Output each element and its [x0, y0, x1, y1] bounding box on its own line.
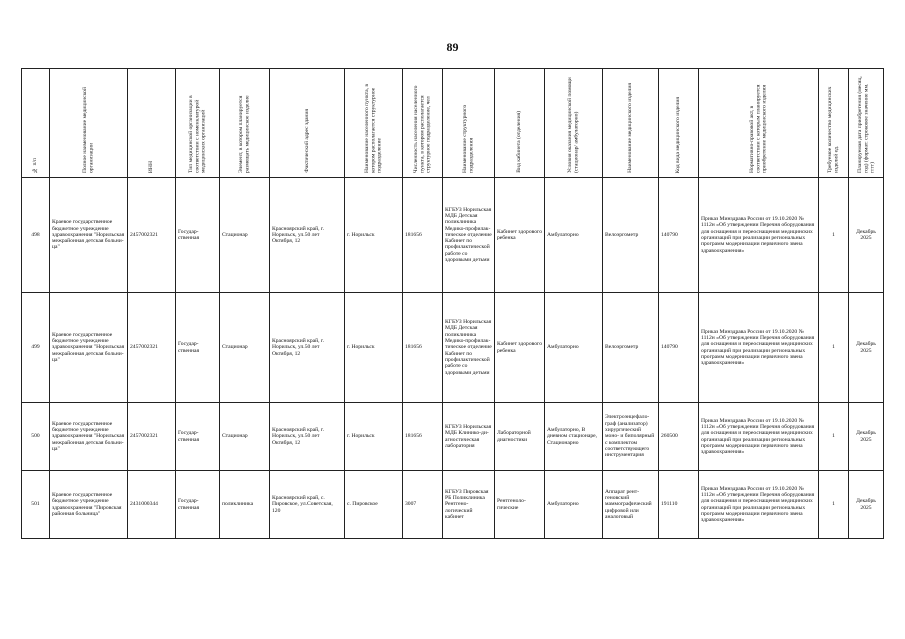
- address: Красноярский край, г. Норильск, ул.50 лет Октября, 12: [270, 403, 345, 471]
- row-number: 500: [22, 403, 50, 471]
- care-conditions: Амбулаторно: [545, 178, 603, 293]
- purchase-date: Декабрь 2025: [849, 471, 884, 539]
- care-conditions: Амбулаторно, В дневном стационаре, Стационарно: [545, 403, 603, 471]
- header-cell: № п/п: [22, 69, 50, 178]
- header-cell: Численность населения населенного пункта, в котором располагается структурное подразделение, чел: [403, 69, 443, 178]
- device-name: Велоэргометр: [603, 293, 659, 403]
- org-name: Краевое государственное бюджетное учреждение здравоохранения "Пировская районная больница": [50, 471, 128, 539]
- header-cell: Наименование структурного подразделения: [443, 69, 495, 178]
- org-type: Государственная: [176, 471, 220, 539]
- device-name: Электроэнцефалограф (анализатор) хирургический моно- и биполярный с комплектом соответствующего инструментария: [603, 403, 659, 471]
- header-cell: Нормативно-правовой акт, в соответствии с которым планируется приобретение медицинского изделия: [699, 69, 819, 178]
- element: Стационар: [220, 403, 270, 471]
- legal-act: Приказ Минздрава России от 19.10.2020 № 1112н «Об утверждении Перечня оборудования для оснащения и переоснащения медицинских организаций при реализации региональных программ модернизации первичного звена здравоохранения»: [699, 293, 819, 403]
- org-name: Краевое государственное бюджетное учреждение здравоохранения "Норильская межрайонная детская больница": [50, 178, 128, 293]
- row-number: 501: [22, 471, 50, 539]
- population: 181656: [403, 293, 443, 403]
- quantity: 1: [819, 403, 849, 471]
- table-row: [22, 471, 884, 539]
- element: Стационар: [220, 293, 270, 403]
- city: г. Норильск: [345, 403, 403, 471]
- address: Красноярский край, г. Норильск, ул.50 лет Октября, 12: [270, 178, 345, 293]
- header-cell: Условия оказания медицинской помощи (стационар/ амбулаторно): [545, 69, 603, 178]
- population: 181656: [403, 178, 443, 293]
- legal-act: Приказ Минздрава России от 19.10.2020 № 1112н «Об утверждении Перечня оборудования для оснащения и переоснащения медицинских организаций при реализации региональных программ модернизации первичного звена здравоохранения»: [699, 178, 819, 293]
- header-cell: Наименование медицинского изделия: [603, 69, 659, 178]
- address: Красноярский край, с. Пировское, ул.Советская, 120: [270, 471, 345, 539]
- care-conditions: Амбулаторно: [545, 293, 603, 403]
- header-cell: Код вида медицинского изделия: [659, 69, 699, 178]
- device-code: 191110: [659, 471, 699, 539]
- header-cell: Вид кабинета (отделения): [495, 69, 545, 178]
- equipment-table: [21, 68, 884, 539]
- inn: 2457002321: [128, 178, 176, 293]
- legal-act: Приказ Минздрава России от 19.10.2020 № 1112н «Об утверждении Перечня оборудования для оснащения и переоснащения медицинских организаций при реализации региональных программ модернизации первичного звена здравоохранения»: [699, 403, 819, 471]
- page-number: 89: [446, 40, 459, 54]
- city: с. Пировское: [345, 471, 403, 539]
- row-number: 499: [22, 293, 50, 403]
- header-cell: Фактический адрес здания: [270, 69, 345, 178]
- inn: 2457002321: [128, 293, 176, 403]
- quantity: 1: [819, 471, 849, 539]
- inn: 2431000344: [128, 471, 176, 539]
- care-conditions: Амбулаторно: [545, 471, 603, 539]
- structural-unit: КГБУЗ Норильская МДБ Детская поликлиника Медико-профилактическое отделение Кабинет по профилактической работе со здоровыми детьми: [443, 178, 495, 293]
- table-row: [22, 178, 884, 293]
- address: Красноярский край, г. Норильск, ул.50 лет Октября, 12: [270, 293, 345, 403]
- legal-act: Приказ Минздрава России от 19.10.2020 № 1112н «Об утверждении Перечня оборудования для оснащения и переоснащения медицинских организаций при реализации региональных программ модернизации первичного звена здравоохранения»: [699, 471, 819, 539]
- header-row: [22, 69, 884, 178]
- header-cell: Тип медицинской организации в соответствии с номенклатурой медицинских организаций: [176, 69, 220, 178]
- org-type: Государственная: [176, 403, 220, 471]
- purchase-date: Декабрь 2025: [849, 403, 884, 471]
- structural-unit: КГБУЗ Норильская МДБ Клинико-диагностическая лаборатория: [443, 403, 495, 471]
- device-code: 140790: [659, 178, 699, 293]
- org-name: Краевое государственное бюджетное учреждение здравоохранения "Норильская межрайонная детская больница": [50, 403, 128, 471]
- structural-unit: КГБУЗ Пировская РБ Поликлиника Рентгенологический кабинет: [443, 471, 495, 539]
- cabinet-type: Рентгенологические: [495, 471, 545, 539]
- quantity: 1: [819, 178, 849, 293]
- table-row: [22, 403, 884, 471]
- inn: 2457002321: [128, 403, 176, 471]
- org-type: Государственная: [176, 293, 220, 403]
- element: поликлиника: [220, 471, 270, 539]
- header-cell: Планируемая дата приобретения (месяц, год) (формат: строковое значение мм. гггг): [849, 69, 884, 178]
- header-cell: Элемент, в котором планируется размещать медицинское изделие: [220, 69, 270, 178]
- row-number: 498: [22, 178, 50, 293]
- cabinet-type: Кабинет здорового ребенка: [495, 178, 545, 293]
- header-cell: ИНН: [128, 69, 176, 178]
- population: 181656: [403, 403, 443, 471]
- city: г. Норильск: [345, 293, 403, 403]
- device-name: Аппарат рентгеновский маммографический цифровой или аналоговый: [603, 471, 659, 539]
- purchase-date: Декабрь 2025: [849, 178, 884, 293]
- device-code: 260500: [659, 403, 699, 471]
- population: 3007: [403, 471, 443, 539]
- device-name: Велоэргометр: [603, 178, 659, 293]
- header-cell: Требуемое количество медицинских изделий ед.: [819, 69, 849, 178]
- quantity: 1: [819, 293, 849, 403]
- cabinet-type: Кабинет здорового ребенка: [495, 293, 545, 403]
- cabinet-type: Лабораторной диагностики: [495, 403, 545, 471]
- header-cell: Полное наименование медицинской организации: [50, 69, 128, 178]
- element: Стационар: [220, 178, 270, 293]
- purchase-date: Декабрь 2025: [849, 293, 884, 403]
- structural-unit: КГБУЗ Норильская МДБ Детская поликлиника Медико-профилактическое отделение Кабинет по профилактической работе со здоровыми детьми: [443, 293, 495, 403]
- table-row: [22, 293, 884, 403]
- org-type: Государственная: [176, 178, 220, 293]
- org-name: Краевое государственное бюджетное учреждение здравоохранения "Норильская межрайонная детская больница": [50, 293, 128, 403]
- city: г. Норильск: [345, 178, 403, 293]
- device-code: 140790: [659, 293, 699, 403]
- header-cell: Наименование населенного пункта, в котором располагается структурное подразделение: [345, 69, 403, 178]
